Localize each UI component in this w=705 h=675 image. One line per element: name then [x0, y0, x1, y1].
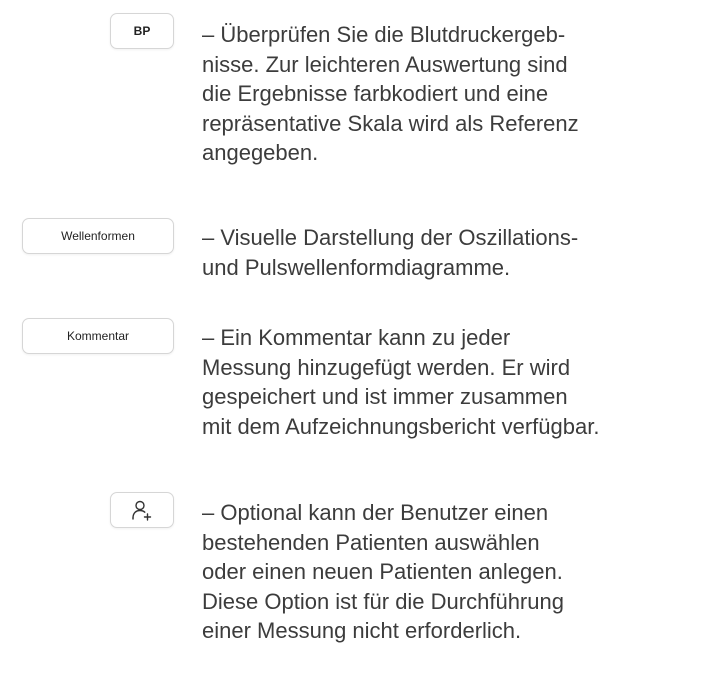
bp-button-label: BP	[133, 24, 151, 38]
bp-button[interactable]	[110, 13, 174, 49]
comment-button-label: Kommentar	[66, 329, 130, 343]
waveforms-description: – Visuelle Darstellung der Oszillations- und Pulswellenformdiagramme.	[202, 225, 579, 280]
waveforms-button-label: Wellenformen	[61, 229, 135, 243]
comment-button[interactable]	[22, 318, 174, 354]
bp-description: – Überprüfen Sie die Blutdruckergeb- nisse. Zur leichteren Auswertung sind die Ergebnisse farbkodiert und eine repräsentative Skala wird als Referenz angegeben.	[202, 22, 579, 165]
add-patient-description: – Optional kann der Benutzer einen bestehenden Patienten auswählen oder einen neuen Patienten anlegen. Diese Option ist für die Durchführung einer Messung nicht erforderlich.	[202, 500, 564, 643]
comment-description: – Ein Kommentar kann zu jeder Messung hinzugefügt werden. Er wird gespeichert und ist immer zusammen mit dem Aufzeichnungsbericht verfügbar.	[202, 325, 600, 439]
add-patient-icon	[130, 498, 154, 522]
add-patient-button[interactable]	[110, 492, 174, 528]
waveforms-button[interactable]	[22, 218, 174, 254]
